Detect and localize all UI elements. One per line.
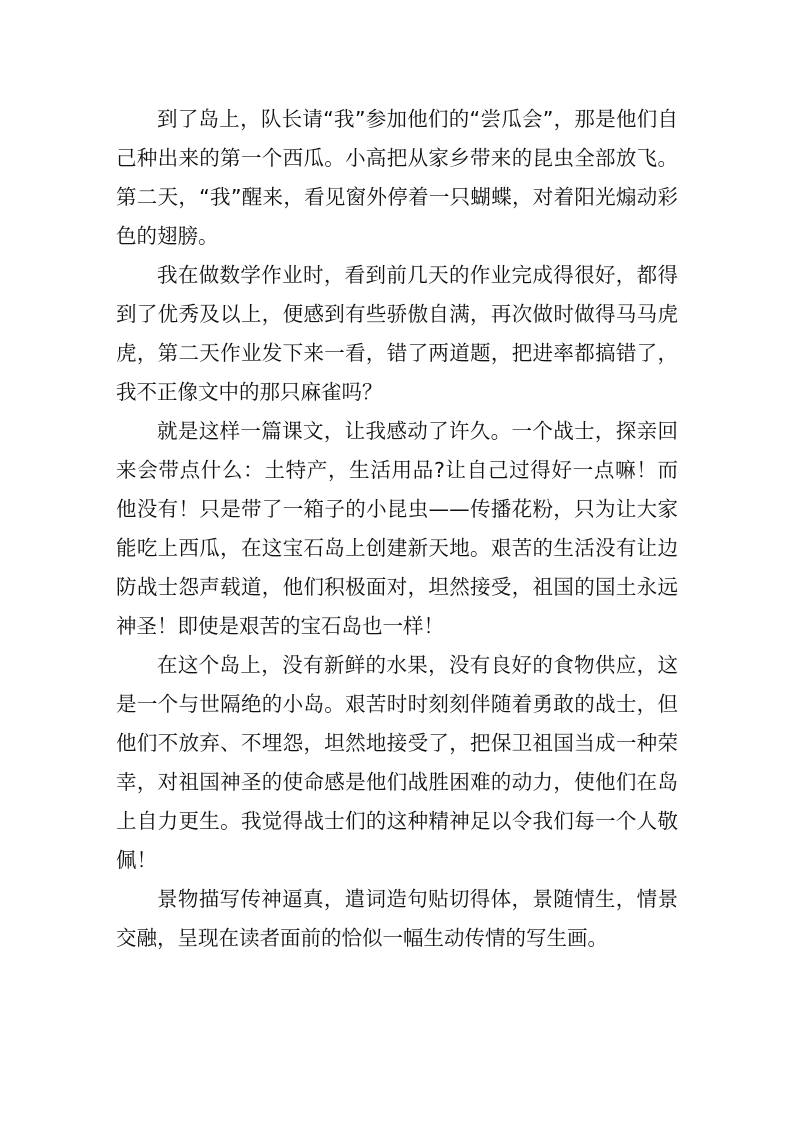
paragraph-1: 到了岛上，队长请“我”参加他们的“尝瓜会”，那是他们自己种出来的第一个西瓜。小高把从家乡带来的昆虫全部放飞。第二天，“我”醒来，看见窗外停着一只蝴蝶，对着阳光煽动彩色的翅膀。 — [116, 107, 678, 248]
document-body — [116, 100, 678, 958]
paragraph-4: 在这个岛上，没有新鲜的水果，没有良好的食物供应，这是一个与世隔绝的小岛。艰苦时时刻刻伴随着勇敢的战士，但他们不放弃、不埋怨，坦然地接受了，把保卫祖国当成一种荣幸，对祖国神圣的使命感是他们战胜困难的动力，使他们在岛上自力更生。我觉得战士们的这种精神足以令我们每一个人敬佩！ — [116, 653, 678, 872]
paragraph-2: 我在做数学作业时，看到前几天的作业完成得很好，都得到了优秀及以上，便感到有些骄傲自满，再次做时做得马马虎虎，第二天作业发下来一看，错了两道题，把进率都搞错了，我不正像文中的那只麻雀吗？ — [116, 263, 678, 404]
paragraph-3: 就是这样一篇课文，让我感动了许久。一个战士，探亲回来会带点什么：土特产，生活用品?让自己过得好一点嘛！而他没有！只是带了一箱子的小昆虫——传播花粉，只为让大家能吃上西瓜，在这宝石岛上创建新天地。艰苦的生活没有让边防战士怨声载道，他们积极面对，坦然接受，祖国的国土永远神圣！即使是艰苦的宝石岛也一样！ — [116, 419, 678, 638]
paragraph-5: 景物描写传神逼真，遣词造句贴切得体，景随情生，情景交融，呈现在读者面前的恰似一幅生动传情的写生画。 — [116, 887, 678, 950]
